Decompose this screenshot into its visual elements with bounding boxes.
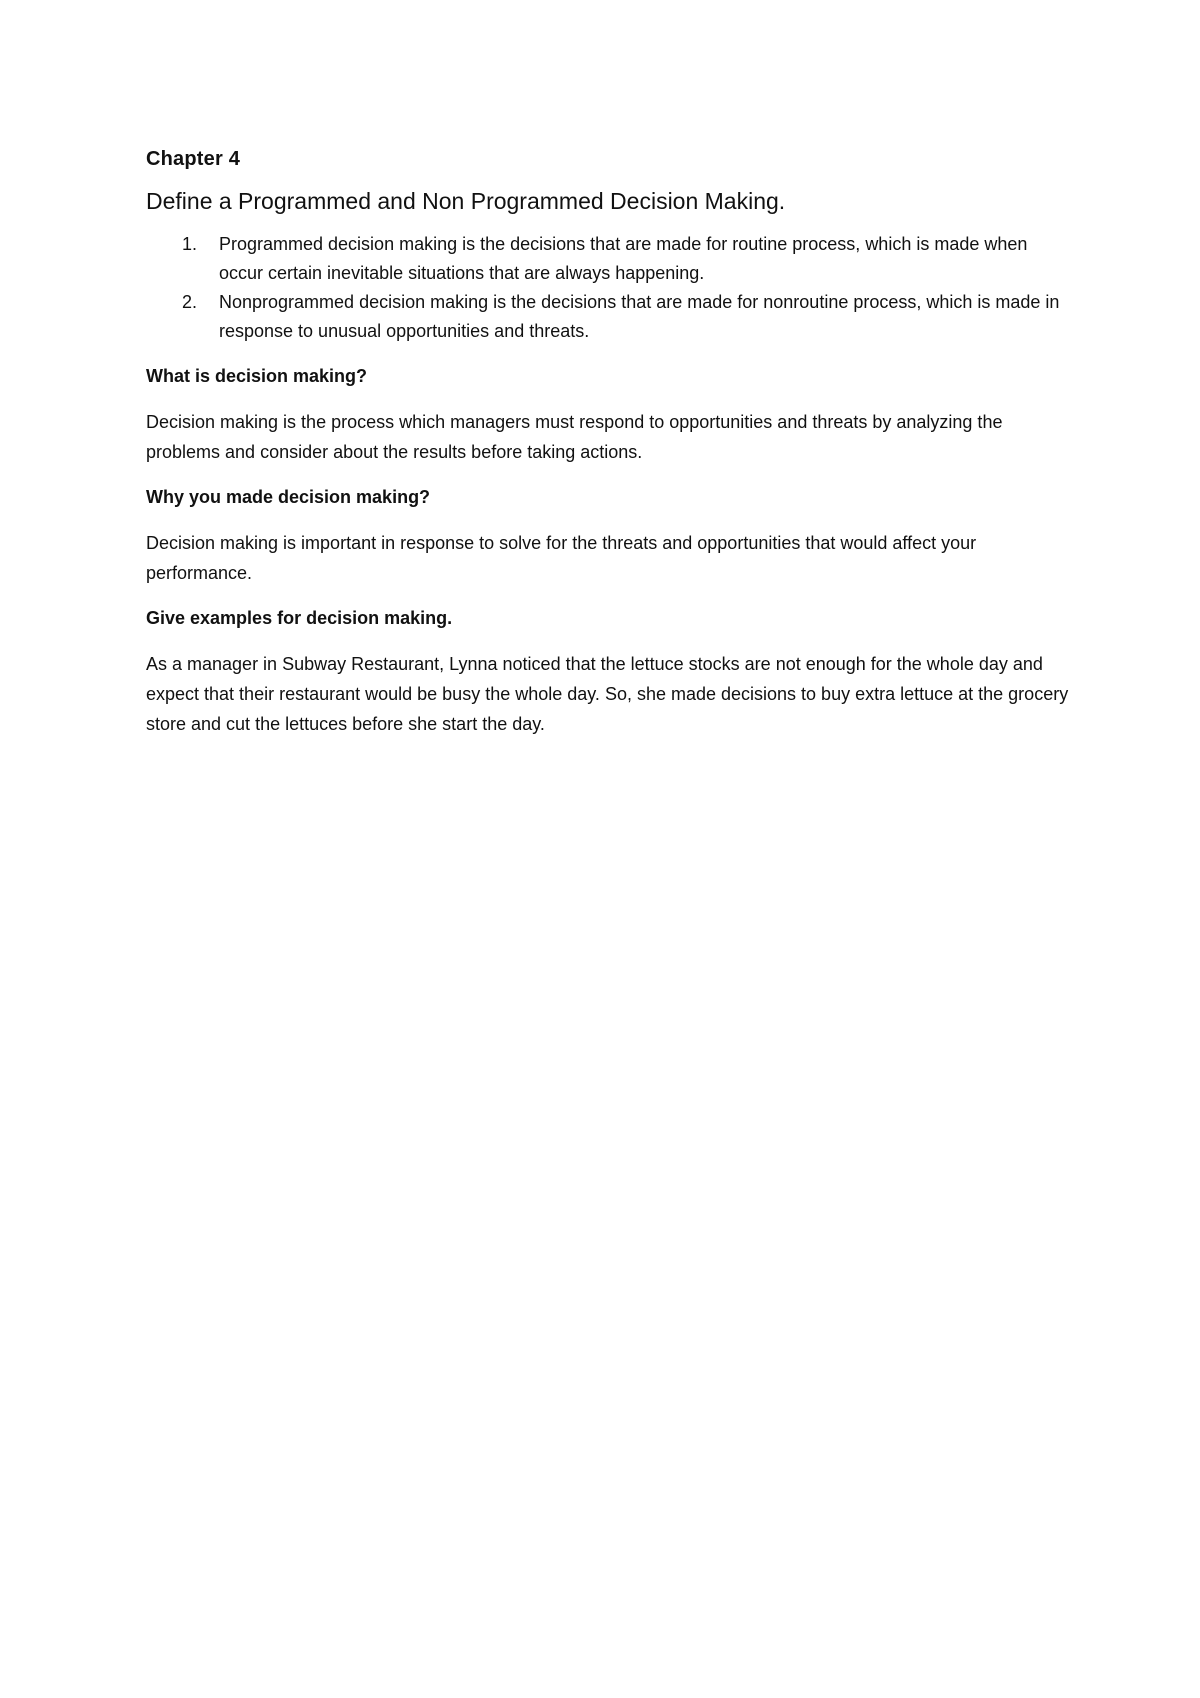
list-item-text: Nonprogrammed decision making is the decisions that are made for nonroutine process, which is made in response to unusual opportunities and threats. (219, 292, 1060, 341)
chapter-title: Chapter 4 (146, 148, 241, 170)
list-number: 1. (182, 234, 198, 254)
answer-paragraph: Decision making is important in response to solve for the threats and opportunities that would affect your performance. (146, 533, 977, 583)
list-item-text: Programmed decision making is the decisions that are made for routine process, which is made when occur certain inevitable situations that are always happening. (219, 234, 1028, 283)
answer-paragraph: Decision making is the process which managers must respond to opportunities and threats by analyzing the problems and consider about the results before taking actions. (146, 412, 1003, 462)
list-item (146, 288, 1076, 346)
question-heading: Why you made decision making? (146, 487, 431, 507)
question-heading: Give examples for decision making. (146, 608, 453, 628)
question-heading: What is decision making? (146, 366, 368, 386)
main-heading: Define a Programmed and Non Programmed Decision Making. (146, 188, 786, 214)
definition-list (146, 230, 1076, 346)
list-item (146, 230, 1076, 288)
list-number: 2. (182, 292, 198, 312)
answer-paragraph: As a manager in Subway Restaurant, Lynna noticed that the lettuce stocks are not enough for the whole day and expect that their restaurant would be busy the whole day. So, she made decisions to buy extra lettuce at the grocery store and cut the lettuces before she start the day. (146, 654, 1069, 734)
document-body (146, 146, 1076, 739)
